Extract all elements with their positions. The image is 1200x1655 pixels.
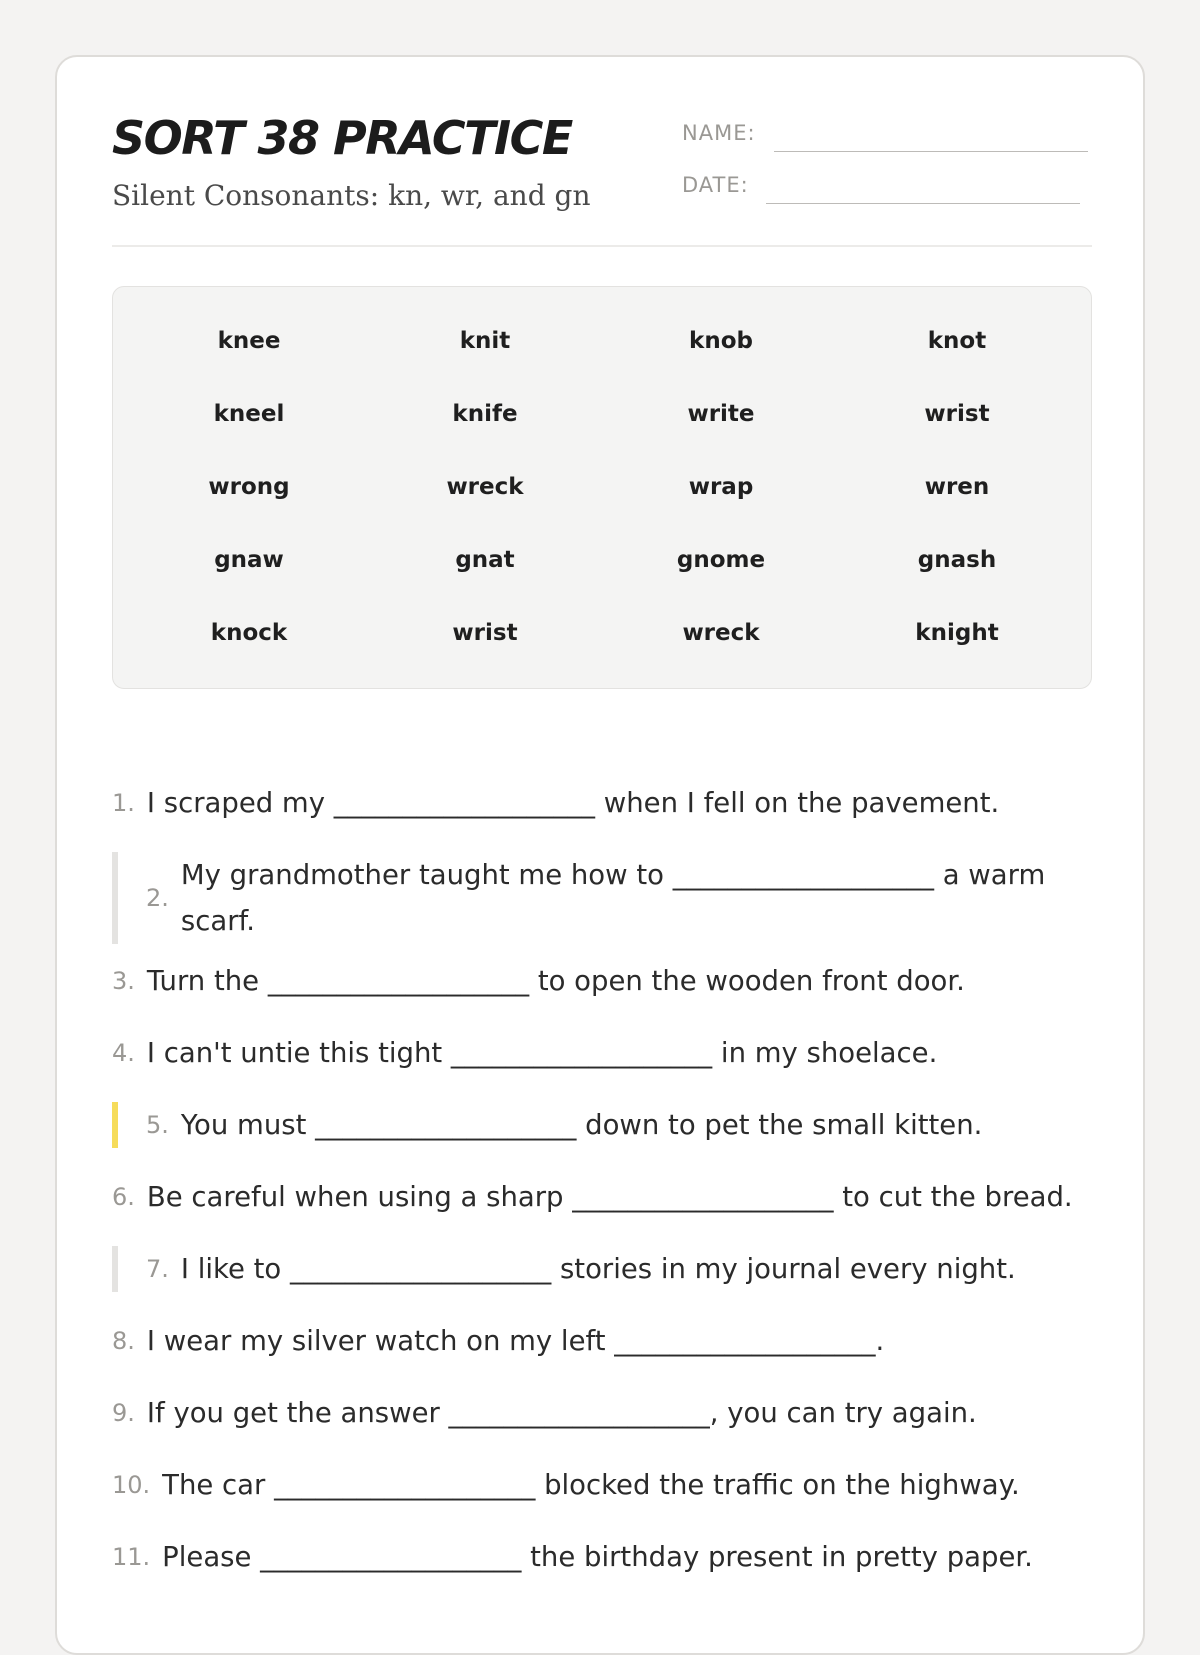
word-bank-word: wrong (208, 473, 290, 500)
worksheet (55, 55, 1145, 1655)
question-text[interactable]: Turn the ___________________ to open the wooden front door. (146, 965, 965, 997)
page-title: SORT 38 PRACTICE (112, 111, 572, 165)
question-item (112, 780, 1122, 826)
word-bank-grid (131, 304, 1075, 669)
question-text[interactable]: I like to ___________________ stories in my journal every night. (180, 1253, 1016, 1285)
word-bank-word: wrist (452, 619, 518, 646)
question-text[interactable]: Please ___________________ the birthday present in pretty paper. (162, 1541, 1033, 1573)
word-bank-word: wreck (446, 473, 524, 500)
word-bank-word: wrist (924, 400, 990, 427)
date-line[interactable] (766, 203, 1080, 204)
date-label: DATE: (682, 173, 749, 197)
question-text[interactable]: I wear my silver watch on my left ___________________. (146, 1325, 885, 1357)
word-bank-word: gnat (455, 546, 515, 573)
question-item (112, 1534, 1122, 1580)
question-number: 3. (112, 967, 135, 995)
question-number: 5. (146, 1111, 169, 1139)
word-bank (112, 286, 1092, 689)
question-text[interactable]: If you get the answer ___________________, you can try again. (146, 1397, 977, 1429)
question-number: 2. (146, 884, 169, 912)
word-bank-word: gnash (917, 546, 997, 573)
word-bank-word: knight (915, 619, 999, 646)
question-item (112, 852, 1122, 944)
question-item (112, 1030, 1122, 1076)
question-text[interactable]: You must ___________________ down to pet the small kitten. (180, 1109, 983, 1141)
word-bank-word: wrap (688, 473, 754, 500)
question-text[interactable]: The car ___________________ blocked the traffic on the highway. (162, 1469, 1020, 1501)
worksheet-header (112, 107, 1092, 247)
word-bank-word: gnaw (214, 546, 284, 573)
question-item (112, 1462, 1122, 1508)
word-bank-word: knot (927, 327, 987, 354)
question-number: 4. (112, 1039, 135, 1067)
question-text[interactable]: My grandmother taught me how to ___________________ a warm scarf. (180, 859, 1046, 937)
question-item (112, 1174, 1122, 1220)
word-bank-word: wren (924, 473, 990, 500)
word-bank-word: knife (452, 400, 518, 427)
name-line[interactable] (774, 151, 1088, 152)
word-bank-word: kneel (213, 400, 285, 427)
question-number: 1. (112, 789, 135, 817)
question-number: 11. (112, 1543, 151, 1571)
question-list (112, 780, 1122, 1580)
header-divider (112, 245, 1092, 247)
question-number: 9. (112, 1399, 135, 1427)
question-item (112, 958, 1122, 1004)
question-item (112, 1390, 1122, 1436)
question-text[interactable]: I can't untie this tight ___________________ in my shoelace. (146, 1037, 938, 1069)
word-bank-word: knee (217, 327, 281, 354)
name-label: NAME: (682, 121, 756, 145)
word-bank-word: gnome (676, 546, 766, 573)
page-subtitle: Silent Consonants: kn, wr, and gn (112, 179, 591, 212)
question-item-highlighted (112, 1102, 1122, 1148)
question-number: 7. (146, 1255, 169, 1283)
word-bank-word: wreck (682, 619, 760, 646)
question-number: 8. (112, 1327, 135, 1355)
question-item (112, 1318, 1122, 1364)
word-bank-word: knit (459, 327, 511, 354)
question-text[interactable]: Be careful when using a sharp ___________________ to cut the bread. (146, 1181, 1073, 1213)
question-number: 10. (112, 1471, 151, 1499)
question-item (112, 1246, 1122, 1292)
question-text[interactable]: I scraped my ___________________ when I fell on the pavement. (146, 787, 1000, 819)
word-bank-word: knob (689, 327, 753, 354)
word-bank-word: write (687, 400, 755, 427)
question-number: 6. (112, 1183, 135, 1211)
word-bank-word: knock (210, 619, 288, 646)
